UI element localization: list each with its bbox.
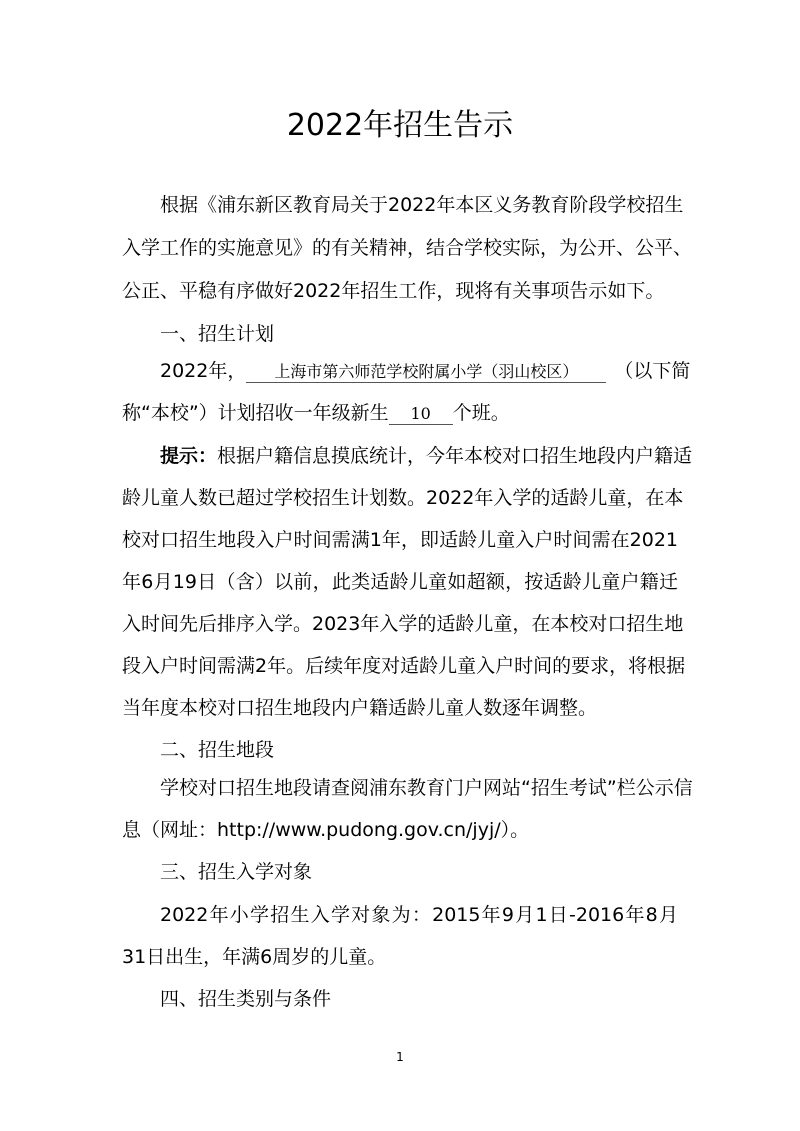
plan-prefix: 2022年，	[160, 360, 247, 382]
section-heading: 四、招生类别与条件	[160, 988, 332, 1010]
paragraph-line: 学校对口招生地段请查阅浦东教育门户网站“招生考试”栏公示信	[160, 777, 693, 799]
tip-line: 入时间先后排序入学。2023年入学的适龄儿童，在本校对口招生地	[122, 613, 684, 635]
paragraph-line: 2022年小学招生入学对象为：2015年9月1日-2016年8月	[160, 904, 678, 926]
tip-label: 提示：	[160, 445, 218, 467]
paragraph-line: 公正、平稳有序做好2022年招生工作，现将有关事项告示如下。	[122, 280, 665, 302]
class-count-field: 10	[389, 404, 453, 425]
plan-suffix: （以下简	[614, 360, 691, 382]
tip-line: 年6月19日（含）以前，此类适龄儿童如超额，按适龄儿童户籍迁	[122, 571, 678, 593]
section-heading: 三、招生入学对象	[160, 861, 313, 883]
section-heading: 一、招生计划	[160, 323, 275, 345]
paragraph-line: 31日出生，年满6周岁的儿童。	[122, 946, 387, 968]
plan-line2-prefix: 称“本校”）计划招收一年级新生	[122, 402, 389, 424]
plan-line-2	[122, 401, 678, 425]
tip-text: 根据户籍信息摸底统计，今年本校对口招生地段内户籍适	[217, 445, 693, 467]
page-title: 2022年招生告示	[286, 108, 514, 143]
tip-line: 龄儿童人数已超过学校招生计划数。2022年入学的适龄儿童，在本	[122, 487, 684, 509]
paragraph-line: 息（网址：http://www.pudong.gov.cn/jyj/）。	[122, 819, 530, 841]
plan-line	[160, 359, 691, 383]
section-heading: 二、招生地段	[160, 739, 275, 761]
tip-line: 校对口招生地段入户时间需满1年，即适龄儿童入户时间需在2021	[122, 529, 678, 551]
paragraph-line: 根据《浦东新区教育局关于2022年本区义务教育阶段学校招生	[160, 194, 684, 216]
school-name-field: 上海市第六师范学校附属小学（羽山校区）	[246, 362, 606, 383]
plan-line2-suffix: 个班。	[452, 402, 510, 424]
tip-line: 段入户时间需满2年。后续年度对适龄儿童入户时间的要求，将根据	[122, 655, 686, 677]
tip-line	[160, 444, 693, 468]
page-number: 1	[396, 1050, 404, 1064]
tip-line: 当年度本校对口招生地段内户籍适龄儿童人数逐年调整。	[122, 697, 598, 719]
paragraph-line: 入学工作的实施意见》的有关精神，结合学校实际，为公开、公平、	[122, 237, 693, 259]
